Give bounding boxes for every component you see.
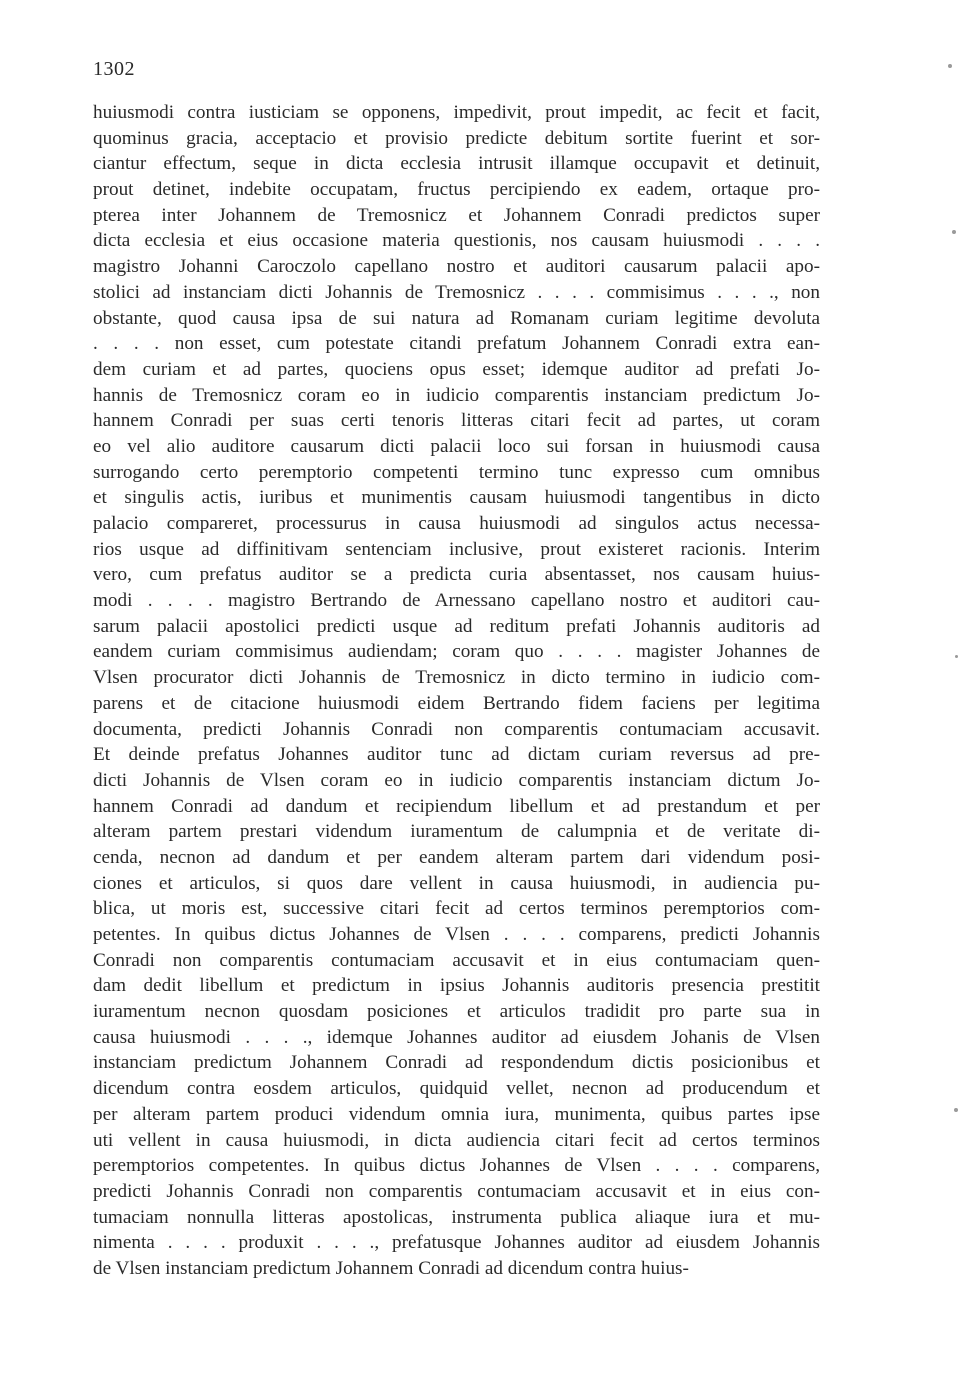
body-text (93, 100, 820, 1282)
text-line: iuramentum necnon quosdam posiciones et articulos tradidit pro parte sua in (93, 1001, 820, 1023)
text-line: vero, cum prefatus auditor se a predicta curia absentasset, nos causam huius- (93, 564, 820, 586)
margin-speck (955, 655, 958, 658)
text-line: ciones et articulos, si quos dare vellent in causa huiusmodi, in audiencia pu- (93, 872, 820, 894)
text-line: dicta ecclesia et eius occasione materia questionis, nos causam huiusmodi . . . . (93, 230, 820, 252)
text-line: petentes. In quibus dictus Johannes de Vlsen . . . . comparens, predicti Johannis (93, 924, 820, 945)
text-line: nimenta . . . . produxit . . . ., prefatusque Johannes auditor ad eiusdem Johannis (93, 1232, 820, 1254)
text-line: blica, ut moris est, successive citari fecit ad certos terminos peremptorios com- (93, 898, 820, 920)
text-line: magistro Johanni Caroczolo capellano nostro et auditori causarum palacii apo- (93, 256, 820, 278)
text-line: pterea inter Johannem de Tremosnicz et Johannem Conradi predictos super (93, 204, 820, 226)
text-line: quominus gracia, acceptacio et provisio predicte debitum sortite fuerint et sor- (93, 127, 820, 149)
text-line: de Vlsen instanciam predictum Johannem Conradi ad dicendum contra huius- (93, 1257, 689, 1279)
text-line: causa huiusmodi . . . ., idemque Johannes auditor ad eiusdem Johanis de Vlsen (93, 1026, 820, 1048)
text-line: rios usque ad diffinitivam sentenciam inclusive, prout existeret racionis. Interim (93, 538, 820, 560)
text-line: alteram partem prestari videndum iuramentum de calumpnia et de veritate di- (93, 821, 820, 843)
text-line: palacio compareret, processurus in causa huiusmodi ad singulos actus necessa- (93, 513, 820, 534)
text-line: per alteram partem produci videndum omnia iura, munimenta, quibus partes ipse (93, 1103, 820, 1125)
text-line: Et deinde prefatus Johannes auditor tunc ad dictam curiam reversus ad pre- (93, 744, 820, 766)
text-line: peremptorios competentes. In quibus dictus Johannes de Vlsen . . . . comparens, (93, 1155, 820, 1177)
text-line: documenta, predicti Johannis Conradi non comparentis contumaciam accusavit. (93, 718, 820, 740)
text-line: tumaciam nonnulla litteras apostolicas, instrumenta publica aliaque iura et mu- (93, 1206, 820, 1228)
text-line: stolici ad instanciam dicti Johannis de Tremosnicz . . . . commisimus . . . ., non (93, 281, 820, 303)
text-line: hannem Conradi ad dandum et recipiendum libellum et ad prestandum et per (93, 795, 820, 817)
page-number: 1302 (93, 58, 135, 80)
text-line: modi . . . . magistro Bertrando de Arnessano capellano nostro et auditori cau- (93, 590, 820, 612)
text-line: hannis de Tremosnicz coram eo in iudicio comparentis instanciam predictum Jo- (93, 384, 820, 406)
text-line: sarum palacii apostolici predicti usque ad reditum prefati Johannis auditoris ad (93, 615, 820, 637)
text-line: et singulis actis, iuribus et munimentis causam huiusmodi tangentibus in dicto (93, 487, 820, 509)
text-line: prout detinet, indebite occupatam, fructus percipiendo ex eadem, ortaque pro- (93, 179, 820, 201)
text-line: ciantur effectum, seque in dicta ecclesia intrusit illamque occupavit et detinuit, (93, 153, 820, 175)
text-line: predicti Johannis Conradi non comparentis contumaciam accusavit et in eius con- (93, 1180, 820, 1202)
text-line: eo vel alio auditore causarum dicti palacii loco sui forsan in huiusmodi causa (93, 435, 820, 457)
margin-speck (948, 64, 952, 68)
text-line: hannem Conradi per suas certi tenoris litteras citari fecit ad partes, ut coram (93, 410, 820, 432)
text-line: dicendum contra eosdem articulos, quidquid vellet, necnon ad producendum et (93, 1078, 820, 1100)
text-line: obstante, quod causa ipsa de sui natura ad Romanam curiam legitime devoluta (93, 307, 820, 329)
text-line: surrogando certo peremptorio competenti termino tunc expresso cum omnibus (93, 461, 820, 483)
text-line: dam dedit libellum et predictum in ipsius Johannis auditoris presencia prestitit (93, 975, 820, 997)
margin-speck (952, 230, 956, 234)
margin-speck (954, 1108, 958, 1112)
text-line: parens et de citacione huiusmodi eidem Bertrando fidem faciens per legitima (93, 692, 820, 714)
text-line: huiusmodi contra iusticiam se opponens, impedivit, prout impedit, ac fecit et facit, (93, 102, 820, 123)
text-line: dicti Johannis de Vlsen coram eo in iudicio comparentis instanciam dictum Jo- (93, 769, 820, 791)
text-line: Conradi non comparentis contumaciam accusavit et in eius contumaciam quen- (93, 949, 820, 971)
text-line: cenda, necnon ad dandum et per eandem alteram partem dari videndum posi- (93, 846, 820, 868)
text-line: uti vellent in causa huiusmodi, in dicta audiencia citari fecit ad certos terminos (93, 1129, 820, 1151)
text-line: eandem curiam commisimus audiendam; coram quo . . . . magister Johannes de (93, 641, 820, 663)
text-line: instanciam predictum Johannem Conradi ad respondendum dictis posicionibus et (93, 1052, 820, 1074)
text-line: Vlsen procurator dicti Johannis de Tremosnicz in dicto termino in iudicio com- (93, 667, 820, 689)
text-line: dem curiam et ad partes, quociens opus esset; idemque auditor ad prefati Jo- (93, 358, 820, 380)
text-line: . . . . non esset, cum potestate citandi prefatum Johannem Conradi extra ean- (93, 333, 820, 355)
